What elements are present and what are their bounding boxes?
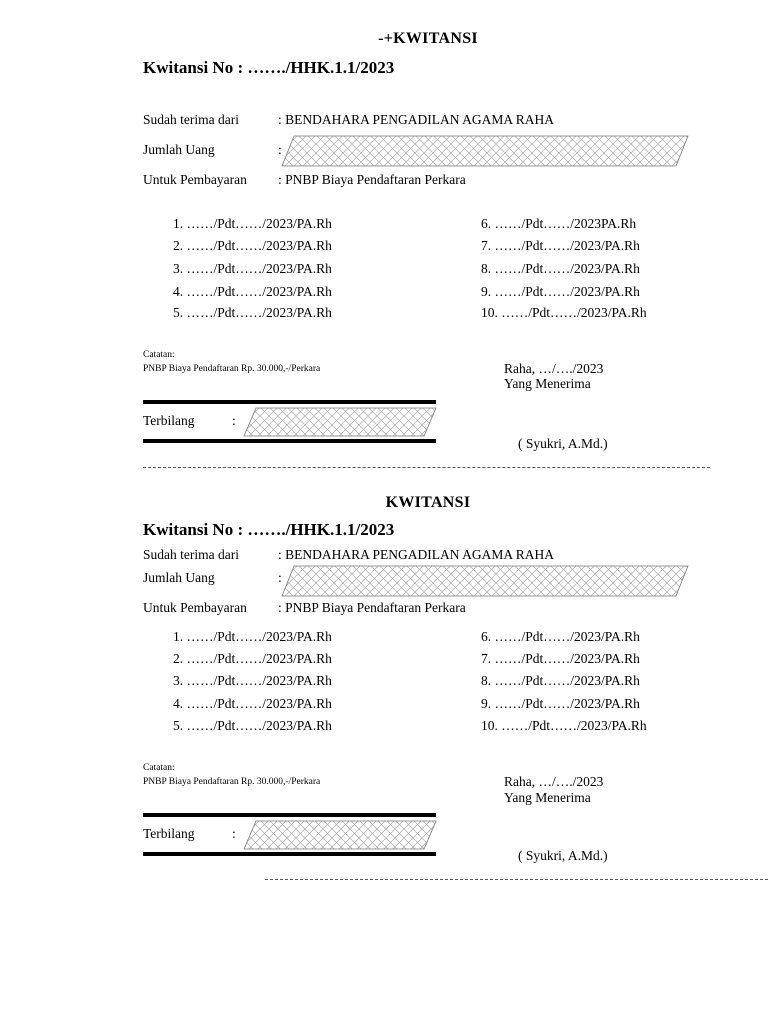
payment-purpose-label: Untuk Pembayaran (143, 172, 247, 187)
note-text: PNBP Biaya Pendaftaran Rp. 30.000,-/Perkara (143, 364, 321, 374)
list-item: 9. ……/Pdt……/2023/PA.Rh (481, 696, 640, 711)
received-from-value: : BENDAHARA PENGADILAN AGAMA RAHA (278, 547, 555, 562)
cut-line (143, 467, 710, 468)
terbilang-label: Terbilang (143, 413, 195, 428)
terbilang-colon: : (232, 826, 236, 841)
terbilang-hatched-box (242, 820, 438, 850)
list-item: 9. ……/Pdt……/2023/PA.Rh (481, 284, 640, 299)
list-item: 3. ……/Pdt……/2023/PA.Rh (173, 673, 332, 688)
place-date: Raha, …/…./2023 (504, 361, 604, 376)
bottom-rule (143, 852, 436, 856)
list-item: 5. ……/Pdt……/2023/PA.Rh (173, 718, 332, 733)
list-item: 4. ……/Pdt……/2023/PA.Rh (173, 696, 332, 711)
bottom-rule (143, 439, 436, 443)
list-item: 10. ……/Pdt……/2023/PA.Rh (481, 305, 647, 320)
list-item: 3. ……/Pdt……/2023/PA.Rh (173, 261, 332, 276)
terbilang-label: Terbilang (143, 826, 195, 841)
list-item: 8. ……/Pdt……/2023/PA.Rh (481, 261, 640, 276)
payment-purpose-value: : PNBP Biaya Pendaftaran Perkara (278, 172, 466, 187)
list-item: 8. ……/Pdt……/2023/PA.Rh (481, 673, 640, 688)
cut-line (265, 879, 768, 880)
note-text: PNBP Biaya Pendaftaran Rp. 30.000,-/Perkara (143, 777, 321, 787)
list-item: 2. ……/Pdt……/2023/PA.Rh (173, 651, 332, 666)
signatory-name: ( Syukri, A.Md.) (518, 848, 608, 863)
kwitansi-number: Kwitansi No : ……./HHK.1.1/2023 (143, 58, 395, 77)
amount-colon: : (278, 142, 282, 157)
list-item: 7. ……/Pdt……/2023/PA.Rh (481, 651, 640, 666)
receipt-heading: -+KWITANSI (378, 30, 478, 47)
payment-purpose-value: : PNBP Biaya Pendaftaran Perkara (278, 600, 466, 615)
note-label: Catatan: (143, 350, 175, 360)
kwitansi-number: Kwitansi No : ……./HHK.1.1/2023 (143, 520, 395, 539)
received-from-value: : BENDAHARA PENGADILAN AGAMA RAHA (278, 112, 555, 127)
terbilang-colon: : (232, 413, 236, 428)
list-item: 6. ……/Pdt……/2023PA.Rh (481, 216, 637, 231)
received-from-label: Sudah terima dari (143, 547, 239, 562)
list-item: 5. ……/Pdt……/2023/PA.Rh (173, 305, 332, 320)
list-item: 4. ……/Pdt……/2023/PA.Rh (173, 284, 332, 299)
terbilang-hatched-box (242, 407, 438, 437)
receiver-label: Yang Menerima (504, 790, 591, 805)
list-item: 10. ……/Pdt……/2023/PA.Rh (481, 718, 647, 733)
payment-purpose-label: Untuk Pembayaran (143, 600, 247, 615)
received-from-label: Sudah terima dari (143, 112, 239, 127)
list-item: 7. ……/Pdt……/2023/PA.Rh (481, 238, 640, 253)
receipt-heading: KWITANSI (385, 494, 471, 511)
receiver-label: Yang Menerima (504, 376, 591, 391)
amount-hatched-box (280, 565, 690, 597)
note-label: Catatan: (143, 763, 175, 773)
place-date: Raha, …/…./2023 (504, 774, 604, 789)
amount-colon: : (278, 570, 282, 585)
amount-label: Jumlah Uang (143, 142, 215, 157)
list-item: 1. ……/Pdt……/2023/PA.Rh (173, 216, 332, 231)
amount-hatched-box (280, 135, 690, 167)
top-rule (143, 400, 436, 404)
top-rule (143, 813, 436, 817)
list-item: 1. ……/Pdt……/2023/PA.Rh (173, 629, 332, 644)
list-item: 2. ……/Pdt……/2023/PA.Rh (173, 238, 332, 253)
list-item: 6. ……/Pdt……/2023/PA.Rh (481, 629, 640, 644)
amount-label: Jumlah Uang (143, 570, 215, 585)
signatory-name: ( Syukri, A.Md.) (518, 436, 608, 451)
